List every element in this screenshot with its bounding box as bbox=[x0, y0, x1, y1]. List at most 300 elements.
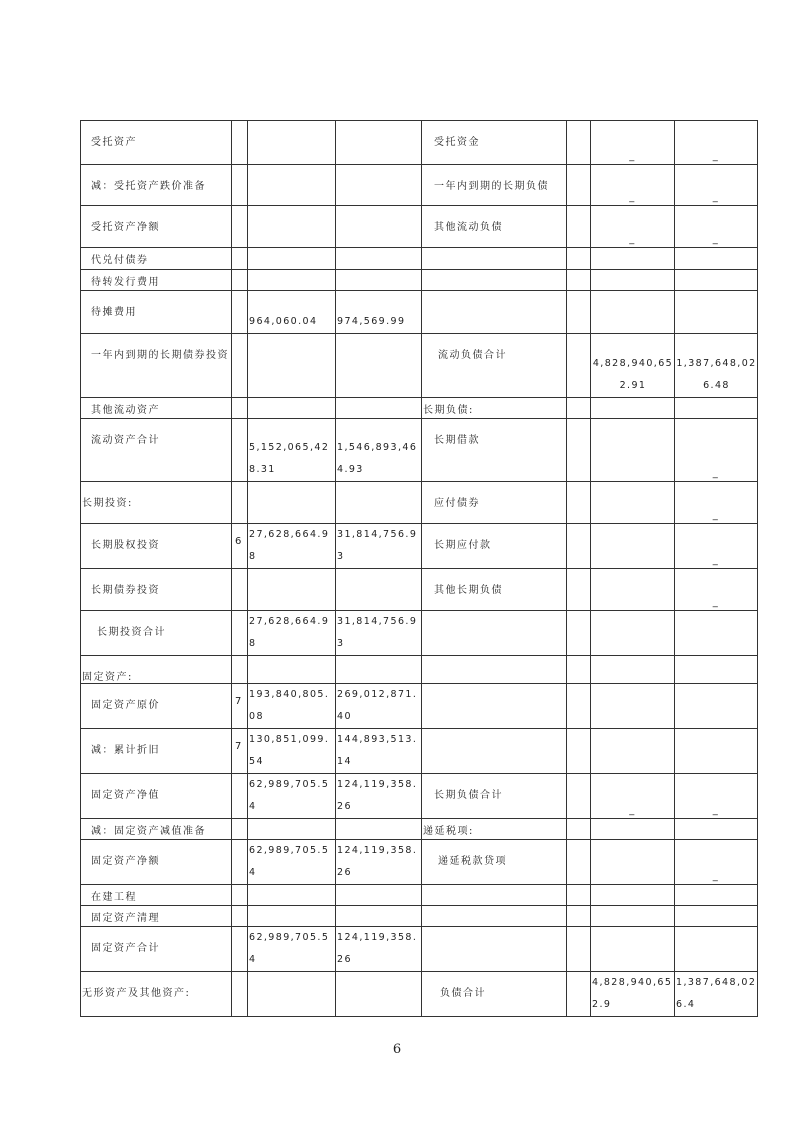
liability-item-cell bbox=[422, 927, 567, 972]
liability-item-label: 其他流动负债 bbox=[434, 222, 503, 233]
liability-item-label bbox=[422, 684, 566, 696]
asset-item-label: 待摊费用 bbox=[91, 307, 137, 318]
asset-note-number bbox=[232, 270, 247, 282]
asset-item-label: 无形资产及其他资产: bbox=[82, 988, 191, 999]
liability-note-number bbox=[567, 819, 590, 831]
asset-value-begin bbox=[336, 398, 422, 419]
liability-item-label: 递延税项: bbox=[423, 826, 474, 837]
liability-item-label bbox=[422, 885, 566, 888]
asset-value-end bbox=[248, 334, 336, 398]
amount-text: 4,828,940,652.91 bbox=[592, 358, 674, 391]
asset-note-cell bbox=[232, 121, 248, 165]
liability-item-label: 长期应付款 bbox=[434, 540, 492, 551]
asset-value-begin-text: 144,893,513.14 bbox=[337, 734, 418, 767]
liability-value-begin bbox=[675, 121, 758, 165]
liability-note-cell bbox=[567, 972, 591, 1017]
asset-note-cell bbox=[232, 524, 248, 569]
liability-note-number bbox=[567, 398, 590, 410]
liability-value-begin bbox=[675, 684, 758, 729]
asset-note-number: 7 bbox=[235, 696, 243, 707]
liability-item-cell bbox=[422, 482, 567, 524]
asset-value-end bbox=[248, 482, 336, 524]
asset-item-cell bbox=[81, 819, 232, 840]
asset-item-label: 长期债券投资 bbox=[91, 585, 160, 596]
liability-item-label: 负债合计 bbox=[440, 988, 486, 999]
liability-value-begin bbox=[675, 165, 758, 206]
liability-note-number bbox=[567, 885, 590, 897]
asset-value-end bbox=[248, 972, 336, 1017]
asset-value-end-text: 27,628,664.98 bbox=[249, 616, 330, 649]
table-row bbox=[81, 482, 758, 524]
table-row bbox=[81, 729, 758, 774]
liability-item-cell bbox=[422, 906, 567, 927]
asset-item-cell bbox=[81, 121, 232, 165]
liability-value-end bbox=[591, 121, 675, 165]
asset-value-begin bbox=[336, 819, 422, 840]
liability-note-number bbox=[567, 906, 590, 918]
asset-item-cell bbox=[81, 885, 232, 906]
liability-value-end bbox=[591, 819, 675, 840]
asset-item-label: 长期股权投资 bbox=[91, 540, 160, 551]
asset-value-begin bbox=[336, 482, 422, 524]
liability-value-begin bbox=[675, 248, 758, 270]
liability-note-cell bbox=[567, 840, 591, 885]
dash-placeholder: _ bbox=[629, 234, 636, 245]
asset-note-number bbox=[232, 121, 247, 133]
asset-note-cell bbox=[232, 398, 248, 419]
asset-note-cell bbox=[232, 927, 248, 972]
liability-value-begin bbox=[675, 927, 758, 972]
liability-value-end bbox=[591, 291, 675, 334]
asset-note-cell bbox=[232, 270, 248, 291]
liability-value-end bbox=[591, 270, 675, 291]
liability-note-number bbox=[567, 248, 590, 260]
asset-item-cell bbox=[81, 729, 232, 774]
table-row bbox=[81, 840, 758, 885]
asset-note-number bbox=[232, 840, 247, 852]
asset-value-begin-text: 124,119,358.26 bbox=[337, 779, 418, 812]
liability-value-begin bbox=[675, 611, 758, 656]
asset-item-cell bbox=[81, 165, 232, 206]
liability-note-cell bbox=[567, 248, 591, 270]
liability-item-label bbox=[422, 291, 566, 303]
asset-item-cell bbox=[81, 270, 232, 291]
asset-note-cell bbox=[232, 206, 248, 248]
liability-item-label: 一年内到期的长期负债 bbox=[434, 181, 549, 192]
dash-placeholder: _ bbox=[712, 805, 720, 816]
asset-value-end bbox=[248, 569, 336, 611]
table-row bbox=[81, 248, 758, 270]
liability-item-label: 受托资金 bbox=[434, 137, 480, 148]
asset-item-label: 受托资产净额 bbox=[91, 222, 160, 233]
dash-placeholder: _ bbox=[712, 192, 720, 203]
liability-item-cell bbox=[422, 656, 567, 684]
liability-value-end bbox=[591, 248, 675, 270]
asset-note-cell bbox=[232, 840, 248, 885]
asset-value-begin bbox=[336, 569, 422, 611]
liability-item-label: 递延税款贷项 bbox=[438, 856, 507, 867]
table-row bbox=[81, 885, 758, 906]
table-row bbox=[81, 569, 758, 611]
asset-value-begin bbox=[336, 248, 422, 270]
asset-item-cell bbox=[81, 419, 232, 482]
liability-note-cell bbox=[567, 270, 591, 291]
liability-value-begin bbox=[675, 419, 758, 482]
asset-item-label: 长期投资合计 bbox=[97, 627, 166, 638]
liability-item-label: 长期借款 bbox=[434, 435, 480, 446]
asset-item-label: 固定资产: bbox=[82, 672, 133, 683]
asset-value-begin-text: 1,546,893,464.93 bbox=[337, 442, 418, 475]
liability-value-begin bbox=[675, 334, 758, 398]
liability-note-cell bbox=[567, 206, 591, 248]
table-row bbox=[81, 972, 758, 1017]
asset-item-cell bbox=[81, 248, 232, 270]
liability-note-number bbox=[567, 482, 590, 494]
asset-item-label: 其他流动资产 bbox=[91, 405, 160, 416]
asset-value-end bbox=[248, 398, 336, 419]
liability-item-label bbox=[422, 611, 566, 623]
liability-value-end bbox=[591, 524, 675, 569]
asset-note-cell bbox=[232, 729, 248, 774]
asset-note-cell bbox=[232, 906, 248, 927]
asset-value-end-text: 62,989,705.54 bbox=[249, 932, 330, 965]
asset-item-label: 固定资产净额 bbox=[91, 856, 160, 867]
liability-item-cell bbox=[422, 291, 567, 334]
dash-placeholder: _ bbox=[712, 555, 720, 566]
asset-note-cell bbox=[232, 819, 248, 840]
asset-note-cell bbox=[232, 248, 248, 270]
liability-note-number bbox=[567, 270, 590, 282]
liability-note-number bbox=[567, 121, 590, 133]
liability-item-label: 流动负债合计 bbox=[438, 350, 507, 361]
asset-note-number bbox=[232, 927, 247, 939]
asset-note-number bbox=[232, 419, 247, 431]
liability-note-cell bbox=[567, 524, 591, 569]
dash-placeholder: _ bbox=[712, 871, 720, 882]
asset-value-begin-text: 124,119,358.26 bbox=[337, 932, 418, 965]
liability-value-end bbox=[591, 906, 675, 927]
table-row bbox=[81, 774, 758, 819]
table-row bbox=[81, 291, 758, 334]
liability-note-cell bbox=[567, 906, 591, 927]
asset-note-cell bbox=[232, 291, 248, 334]
asset-value-begin bbox=[336, 611, 422, 656]
asset-item-label: 减：累计折旧 bbox=[91, 745, 160, 756]
asset-note-number bbox=[232, 885, 247, 897]
liability-value-begin bbox=[675, 569, 758, 611]
asset-item-cell bbox=[81, 611, 232, 656]
liability-note-number bbox=[567, 291, 590, 303]
liability-item-cell bbox=[422, 684, 567, 729]
table-row bbox=[81, 906, 758, 927]
asset-value-begin-text: 974,569.99 bbox=[337, 316, 406, 327]
liability-value-begin bbox=[675, 840, 758, 885]
asset-note-number bbox=[232, 774, 247, 786]
liability-note-number bbox=[567, 524, 590, 536]
asset-value-begin bbox=[336, 840, 422, 885]
liability-item-label: 应付债券 bbox=[434, 498, 480, 509]
asset-note-cell bbox=[232, 885, 248, 906]
asset-note-number bbox=[232, 906, 247, 918]
asset-value-begin bbox=[336, 165, 422, 206]
asset-note-cell bbox=[232, 684, 248, 729]
liability-value-end bbox=[591, 840, 675, 885]
asset-note-number: 6 bbox=[235, 536, 243, 547]
asset-value-end-text: 5,152,065,428.31 bbox=[249, 442, 330, 475]
asset-note-number bbox=[232, 291, 247, 303]
table-row bbox=[81, 656, 758, 684]
liability-item-cell bbox=[422, 840, 567, 885]
asset-note-number bbox=[232, 248, 247, 260]
liability-item-cell bbox=[422, 165, 567, 206]
liability-item-cell bbox=[422, 334, 567, 398]
asset-value-begin bbox=[336, 291, 422, 334]
table-row bbox=[81, 611, 758, 656]
liability-value-end bbox=[591, 684, 675, 729]
asset-value-begin bbox=[336, 334, 422, 398]
dash-placeholder: _ bbox=[712, 597, 720, 608]
liability-value-begin bbox=[675, 524, 758, 569]
liability-item-cell bbox=[422, 248, 567, 270]
liability-note-number bbox=[567, 729, 590, 741]
liability-value-end bbox=[591, 885, 675, 906]
liability-item-cell bbox=[422, 819, 567, 840]
liability-item-label bbox=[422, 927, 566, 939]
asset-item-cell bbox=[81, 482, 232, 524]
liability-value-begin bbox=[675, 206, 758, 248]
asset-value-begin bbox=[336, 885, 422, 906]
asset-value-begin bbox=[336, 906, 422, 927]
asset-item-cell bbox=[81, 927, 232, 972]
liability-item-label bbox=[422, 248, 566, 251]
asset-item-label: 代兑付债券 bbox=[91, 255, 149, 266]
asset-value-begin bbox=[336, 729, 422, 774]
asset-note-number: 7 bbox=[235, 741, 243, 752]
asset-item-label: 长期投资: bbox=[82, 498, 133, 509]
asset-value-end-text: 62,989,705.54 bbox=[249, 845, 330, 878]
liability-value-end bbox=[591, 729, 675, 774]
asset-item-cell bbox=[81, 291, 232, 334]
liability-item-cell bbox=[422, 419, 567, 482]
liability-value-end bbox=[591, 972, 675, 1017]
table-row bbox=[81, 684, 758, 729]
asset-note-number bbox=[232, 334, 247, 346]
asset-item-cell bbox=[81, 398, 232, 419]
liability-note-number bbox=[567, 206, 590, 218]
table-row bbox=[81, 334, 758, 398]
asset-note-cell bbox=[232, 334, 248, 398]
liability-note-cell bbox=[567, 482, 591, 524]
asset-value-end bbox=[248, 121, 336, 165]
liability-note-cell bbox=[567, 398, 591, 419]
liability-item-cell bbox=[422, 569, 567, 611]
asset-value-end bbox=[248, 774, 336, 819]
amount-text: 1,387,648,026.4 bbox=[676, 977, 757, 1010]
liability-item-cell bbox=[422, 885, 567, 906]
asset-item-cell bbox=[81, 334, 232, 398]
asset-value-end bbox=[248, 729, 336, 774]
liability-value-end bbox=[591, 482, 675, 524]
liability-item-cell bbox=[422, 121, 567, 165]
asset-item-cell bbox=[81, 906, 232, 927]
liability-item-label: 长期负债合计 bbox=[434, 790, 503, 801]
asset-value-end-text: 964,060.04 bbox=[249, 316, 318, 327]
balance-sheet-table bbox=[80, 120, 758, 1017]
liability-note-cell bbox=[567, 684, 591, 729]
asset-note-cell bbox=[232, 656, 248, 684]
liability-item-label bbox=[422, 270, 566, 273]
liability-value-begin bbox=[675, 906, 758, 927]
asset-value-begin bbox=[336, 524, 422, 569]
liability-note-number bbox=[567, 972, 590, 984]
liability-note-number bbox=[567, 840, 590, 852]
liability-item-cell bbox=[422, 524, 567, 569]
asset-item-cell bbox=[81, 206, 232, 248]
asset-value-begin bbox=[336, 419, 422, 482]
liability-note-cell bbox=[567, 819, 591, 840]
page-number: 6 bbox=[392, 1042, 402, 1057]
liability-note-number bbox=[567, 774, 590, 786]
asset-item-cell bbox=[81, 524, 232, 569]
asset-value-end bbox=[248, 248, 336, 270]
table-row bbox=[81, 927, 758, 972]
liability-note-number bbox=[567, 419, 590, 431]
liability-value-end bbox=[591, 398, 675, 419]
asset-value-begin bbox=[336, 270, 422, 291]
asset-item-label: 减：受托资产跌价准备 bbox=[91, 181, 206, 192]
asset-value-begin-text: 31,814,756.93 bbox=[337, 529, 418, 562]
asset-item-label: 固定资产净值 bbox=[91, 790, 160, 801]
liability-note-cell bbox=[567, 291, 591, 334]
asset-value-end-text: 193,840,805.08 bbox=[249, 689, 330, 722]
asset-value-end bbox=[248, 819, 336, 840]
liability-note-cell bbox=[567, 729, 591, 774]
liability-note-cell bbox=[567, 419, 591, 482]
asset-value-end bbox=[248, 656, 336, 684]
asset-item-cell bbox=[81, 972, 232, 1017]
asset-note-number bbox=[232, 569, 247, 581]
asset-item-label: 固定资产原价 bbox=[91, 700, 160, 711]
asset-note-number bbox=[232, 656, 247, 668]
dash-placeholder: _ bbox=[712, 468, 720, 479]
liability-item-cell bbox=[422, 398, 567, 419]
liability-value-end bbox=[591, 165, 675, 206]
asset-note-cell bbox=[232, 569, 248, 611]
asset-value-end-text: 27,628,664.98 bbox=[249, 529, 330, 562]
asset-value-begin bbox=[336, 656, 422, 684]
liability-value-begin bbox=[675, 656, 758, 684]
liability-value-end bbox=[591, 611, 675, 656]
liability-item-label: 其他长期负债 bbox=[434, 585, 503, 596]
liability-item-cell bbox=[422, 972, 567, 1017]
asset-item-label: 减：固定资产减值准备 bbox=[91, 826, 206, 837]
table-row bbox=[81, 121, 758, 165]
asset-item-label: 在建工程 bbox=[91, 892, 137, 903]
liability-note-cell bbox=[567, 165, 591, 206]
liability-note-cell bbox=[567, 611, 591, 656]
liability-value-begin bbox=[675, 972, 758, 1017]
asset-note-number bbox=[232, 611, 247, 623]
liability-note-cell bbox=[567, 569, 591, 611]
asset-item-cell bbox=[81, 840, 232, 885]
asset-value-end bbox=[248, 291, 336, 334]
asset-value-end bbox=[248, 906, 336, 927]
asset-note-number bbox=[232, 206, 247, 218]
liability-value-begin bbox=[675, 398, 758, 419]
liability-value-end bbox=[591, 927, 675, 972]
table-row bbox=[81, 206, 758, 248]
liability-item-cell bbox=[422, 206, 567, 248]
liability-note-number bbox=[567, 927, 590, 939]
liability-value-end bbox=[591, 334, 675, 398]
asset-note-cell bbox=[232, 774, 248, 819]
liability-note-number bbox=[567, 165, 590, 177]
liability-item-cell bbox=[422, 611, 567, 656]
asset-value-begin-text: 269,012,871.40 bbox=[337, 689, 418, 722]
asset-value-begin bbox=[336, 927, 422, 972]
asset-value-end bbox=[248, 270, 336, 291]
liability-value-end bbox=[591, 569, 675, 611]
table-body bbox=[81, 121, 758, 1017]
asset-note-cell bbox=[232, 419, 248, 482]
asset-value-end-text: 130,851,099.54 bbox=[249, 734, 330, 767]
table-row bbox=[81, 270, 758, 291]
liability-item-label: 长期负债: bbox=[423, 405, 474, 416]
asset-note-number bbox=[232, 482, 247, 494]
liability-value-begin bbox=[675, 729, 758, 774]
asset-item-cell bbox=[81, 774, 232, 819]
dash-placeholder: _ bbox=[712, 510, 720, 521]
dash-placeholder: _ bbox=[629, 151, 636, 162]
liability-note-cell bbox=[567, 121, 591, 165]
liability-note-cell bbox=[567, 774, 591, 819]
asset-note-number bbox=[232, 398, 247, 410]
table-row bbox=[81, 165, 758, 206]
amount-text: 1,387,648,026.48 bbox=[676, 358, 757, 391]
liability-note-number bbox=[567, 611, 590, 623]
asset-value-begin bbox=[336, 684, 422, 729]
asset-value-begin bbox=[336, 774, 422, 819]
asset-value-begin-text: 31,814,756.93 bbox=[337, 616, 418, 649]
liability-value-end bbox=[591, 206, 675, 248]
liability-item-label bbox=[422, 729, 566, 741]
asset-value-end bbox=[248, 524, 336, 569]
asset-item-label: 流动资产合计 bbox=[91, 435, 160, 446]
liability-item-label bbox=[422, 656, 566, 668]
asset-note-number bbox=[232, 165, 247, 177]
liability-value-end bbox=[591, 656, 675, 684]
asset-value-end bbox=[248, 165, 336, 206]
liability-note-cell bbox=[567, 927, 591, 972]
asset-note-cell bbox=[232, 611, 248, 656]
asset-item-label: 受托资产 bbox=[91, 137, 137, 148]
asset-item-label: 固定资产合计 bbox=[91, 943, 160, 954]
asset-item-cell bbox=[81, 569, 232, 611]
dash-placeholder: _ bbox=[629, 192, 636, 203]
dash-placeholder: _ bbox=[629, 805, 636, 816]
liability-note-number bbox=[567, 684, 590, 696]
liability-note-cell bbox=[567, 885, 591, 906]
asset-item-label: 固定资产清理 bbox=[91, 913, 160, 924]
table-row bbox=[81, 819, 758, 840]
liability-value-begin bbox=[675, 291, 758, 334]
liability-value-begin bbox=[675, 774, 758, 819]
liability-value-begin bbox=[675, 885, 758, 906]
asset-item-cell bbox=[81, 656, 232, 684]
asset-value-end bbox=[248, 206, 336, 248]
dash-placeholder: _ bbox=[712, 234, 720, 245]
liability-note-number bbox=[567, 569, 590, 581]
